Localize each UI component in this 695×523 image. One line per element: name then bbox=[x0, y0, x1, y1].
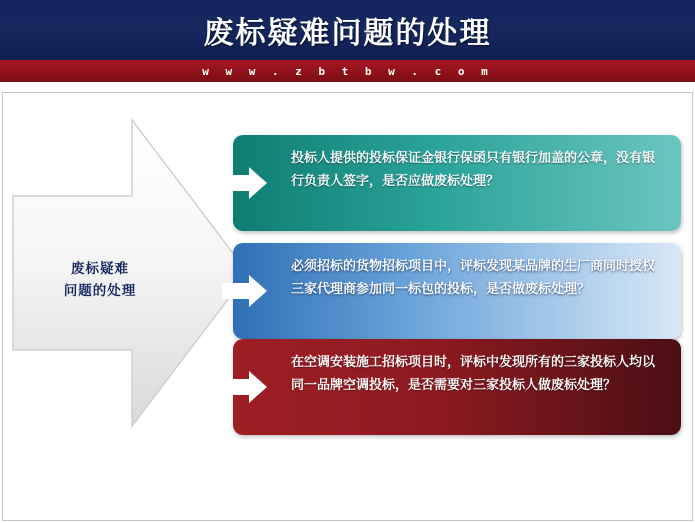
big-arrow-label-line2: 问题的处理 bbox=[63, 283, 137, 299]
question-card-1[interactable] bbox=[233, 135, 681, 231]
title-bar bbox=[0, 0, 695, 60]
arrow-right-icon-3 bbox=[222, 370, 268, 404]
item-row-2 bbox=[233, 243, 681, 339]
question-card-2-text: 必须招标的货物招标项目中，评标发现某品牌的生厂商同时授权三家代理商参加同一标包的投标，是否做废标处理？ bbox=[291, 259, 656, 297]
header-divider bbox=[0, 82, 695, 92]
arrow-right-icon-1 bbox=[222, 166, 268, 200]
item-row-3 bbox=[233, 339, 681, 435]
item-row-1 bbox=[233, 135, 681, 231]
question-card-3-text: 在空调安装施工招标项目时，评标中发现所有的三家投标人均以同一品牌空调投标，是否需要对三家投标人做废标处理？ bbox=[291, 355, 656, 393]
url-bar bbox=[0, 60, 695, 82]
page-title: 废标疑难问题的处理 bbox=[203, 16, 492, 51]
question-card-2[interactable] bbox=[233, 243, 681, 339]
arrow-right-icon-2 bbox=[222, 274, 268, 308]
big-arrow-label bbox=[30, 258, 170, 302]
question-card-1-text: 投标人提供的投标保证金银行保函只有银行加盖的公章，没有银行负责人签字，是否应做废标处理？ bbox=[291, 151, 656, 189]
big-arrow-label-line1: 废标疑难 bbox=[71, 261, 129, 277]
question-card-3[interactable] bbox=[233, 339, 681, 435]
site-url: w w w . z b t b w . c o m bbox=[202, 64, 493, 78]
